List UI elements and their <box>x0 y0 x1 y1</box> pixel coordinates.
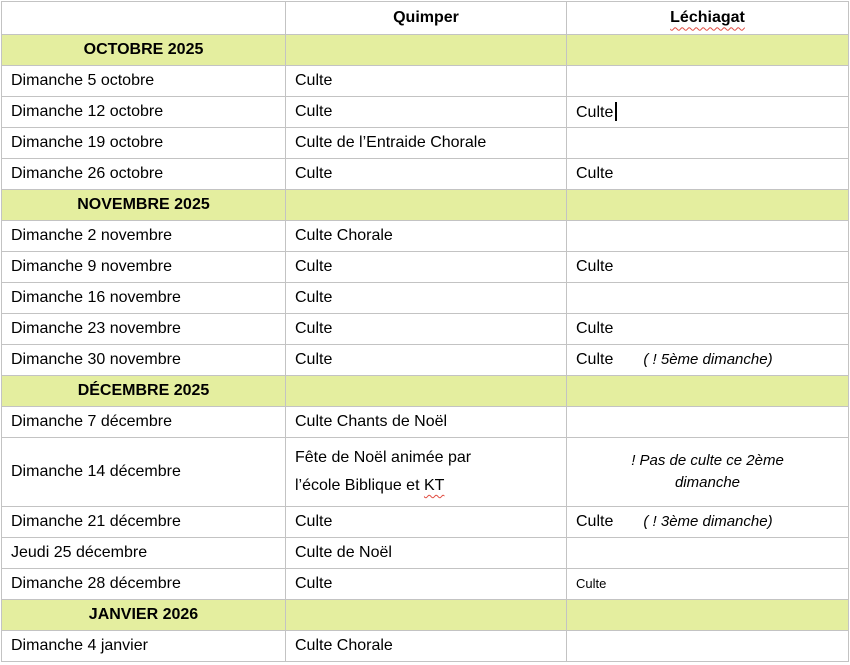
date-cell[interactable] <box>2 66 286 97</box>
lechiagat-cell[interactable] <box>567 252 849 283</box>
date-label: Dimanche 9 novembre <box>11 258 172 276</box>
service-label: Culte <box>576 320 614 338</box>
service-label: Culte <box>295 165 333 183</box>
date-label: Dimanche 14 décembre <box>11 463 181 481</box>
service-label: Culte Chants de Noël <box>295 413 448 431</box>
date-cell[interactable] <box>2 283 286 314</box>
month-label: JANVIER 2026 <box>88 606 199 624</box>
quimper-cell[interactable] <box>286 128 567 159</box>
table-row <box>2 407 849 438</box>
month-row-novembre-2025 <box>2 190 849 221</box>
lechiagat-header-cell[interactable] <box>567 2 849 35</box>
lechiagat-cell[interactable] <box>567 128 849 159</box>
third-sunday-note: ( ! 3ème dimanche) <box>643 513 773 531</box>
quimper-header-cell[interactable] <box>286 2 567 35</box>
service-label: Culte <box>295 351 333 369</box>
corner-cell[interactable] <box>2 2 286 35</box>
lechiagat-cell[interactable] <box>567 345 849 376</box>
month-spacer-cell[interactable] <box>567 190 849 221</box>
quimper-cell[interactable] <box>286 538 567 569</box>
month-spacer-cell[interactable] <box>567 376 849 407</box>
service-label: Culte <box>295 320 333 338</box>
date-cell[interactable] <box>2 438 286 507</box>
service-label: Culte <box>576 258 614 276</box>
date-cell[interactable] <box>2 159 286 190</box>
service-schedule-table <box>1 1 849 662</box>
quimper-cell[interactable] <box>286 314 567 345</box>
month-spacer-cell[interactable] <box>286 600 567 631</box>
quimper-cell[interactable] <box>286 507 567 538</box>
service-label: Culte de Noël <box>295 544 392 562</box>
table-row <box>2 97 849 128</box>
month-spacer-cell[interactable] <box>286 190 567 221</box>
lechiagat-cell[interactable] <box>567 507 849 538</box>
fifth-sunday-note: ( ! 5ème dimanche) <box>643 351 773 369</box>
date-label: Dimanche 21 décembre <box>11 513 181 531</box>
misspelled-word: KT <box>423 477 445 494</box>
text-cursor-caret <box>615 102 617 121</box>
table-row <box>2 631 849 662</box>
quimper-cell[interactable] <box>286 221 567 252</box>
quimper-cell[interactable] <box>286 569 567 600</box>
quimper-cell[interactable] <box>286 407 567 438</box>
month-label-cell[interactable] <box>2 376 286 407</box>
lechiagat-cell[interactable] <box>567 159 849 190</box>
quimper-cell[interactable] <box>286 345 567 376</box>
service-label <box>295 444 509 500</box>
service-label: Culte <box>295 513 333 531</box>
date-label: Dimanche 5 octobre <box>11 72 155 90</box>
service-text: Fête de Noël animée par l’école Biblique et <box>295 449 472 494</box>
service-label: Culte <box>295 258 333 276</box>
month-label-cell[interactable] <box>2 600 286 631</box>
lechiagat-cell[interactable] <box>567 407 849 438</box>
service-label: Culte <box>295 289 333 307</box>
date-label: Dimanche 7 décembre <box>11 413 172 431</box>
quimper-cell[interactable] <box>286 283 567 314</box>
table-row <box>2 507 849 538</box>
table-row <box>2 221 849 252</box>
date-label: Dimanche 2 novembre <box>11 227 172 245</box>
service-label: Culte <box>576 351 614 369</box>
date-cell[interactable] <box>2 314 286 345</box>
date-label: Dimanche 28 décembre <box>11 575 181 593</box>
date-label: Jeudi 25 décembre <box>11 544 148 562</box>
date-label: Dimanche 19 octobre <box>11 134 164 152</box>
lechiagat-cell[interactable] <box>567 221 849 252</box>
quimper-cell[interactable] <box>286 159 567 190</box>
lechiagat-cell[interactable] <box>567 314 849 345</box>
month-label: OCTOBRE 2025 <box>83 41 204 59</box>
date-cell[interactable] <box>2 97 286 128</box>
month-label: DÉCEMBRE 2025 <box>77 382 210 400</box>
date-cell[interactable] <box>2 345 286 376</box>
date-cell[interactable] <box>2 538 286 569</box>
table-row <box>2 569 849 600</box>
lechiagat-cell[interactable] <box>567 438 849 507</box>
lechiagat-cell[interactable] <box>567 631 849 662</box>
date-label: Dimanche 12 octobre <box>11 103 164 121</box>
month-spacer-cell[interactable] <box>286 376 567 407</box>
quimper-cell[interactable] <box>286 631 567 662</box>
month-spacer-cell[interactable] <box>567 600 849 631</box>
month-row-decembre-2025 <box>2 376 849 407</box>
service-label: Culte de l’Entraide Chorale <box>295 134 487 152</box>
date-cell[interactable] <box>2 569 286 600</box>
quimper-cell[interactable] <box>286 97 567 128</box>
date-cell[interactable] <box>2 631 286 662</box>
quimper-cell[interactable] <box>286 438 567 507</box>
month-row-janvier-2026 <box>2 600 849 631</box>
month-spacer-cell[interactable] <box>567 35 849 66</box>
lechiagat-cell[interactable] <box>567 569 849 600</box>
date-label: Dimanche 16 novembre <box>11 289 181 307</box>
date-label: Dimanche 4 janvier <box>11 637 148 655</box>
date-cell[interactable] <box>2 507 286 538</box>
date-cell[interactable] <box>2 407 286 438</box>
service-label: Culte Chorale <box>295 637 393 655</box>
month-label: NOVEMBRE 2025 <box>77 196 210 214</box>
date-label: Dimanche 26 octobre <box>11 165 164 183</box>
table-row <box>2 283 849 314</box>
quimper-cell[interactable] <box>286 66 567 97</box>
service-label: Culte <box>295 575 333 593</box>
service-label: Culte <box>576 513 614 531</box>
table-row <box>2 314 849 345</box>
date-cell[interactable] <box>2 221 286 252</box>
month-spacer-cell[interactable] <box>286 35 567 66</box>
table-row <box>2 345 849 376</box>
month-row-octobre-2025 <box>2 35 849 66</box>
header-row <box>2 2 849 35</box>
lechiagat-cell[interactable] <box>567 538 849 569</box>
service-label: Culte <box>576 576 607 592</box>
no-service-warning: ! Pas de culte ce 2ème dimanche <box>631 451 784 491</box>
date-label: Dimanche 23 novembre <box>11 320 181 338</box>
table-row <box>2 66 849 97</box>
service-label: Culte <box>576 103 614 121</box>
month-label-cell[interactable] <box>2 190 286 221</box>
quimper-cell[interactable] <box>286 252 567 283</box>
service-label: Culte <box>576 165 614 183</box>
table-row <box>2 538 849 569</box>
lechiagat-header-label: Léchiagat <box>670 9 745 27</box>
service-label: Culte <box>295 72 333 90</box>
table-row <box>2 159 849 190</box>
date-cell[interactable] <box>2 252 286 283</box>
lechiagat-cell[interactable] <box>567 66 849 97</box>
service-label: Culte Chorale <box>295 227 393 245</box>
quimper-header-label: Quimper <box>393 9 459 27</box>
date-label: Dimanche 30 novembre <box>11 351 181 369</box>
lechiagat-cell[interactable] <box>567 97 849 128</box>
lechiagat-cell[interactable] <box>567 283 849 314</box>
month-label-cell[interactable] <box>2 35 286 66</box>
table-row <box>2 252 849 283</box>
service-label: Culte <box>295 103 333 121</box>
date-cell[interactable] <box>2 128 286 159</box>
table-row <box>2 438 849 507</box>
table-row <box>2 128 849 159</box>
